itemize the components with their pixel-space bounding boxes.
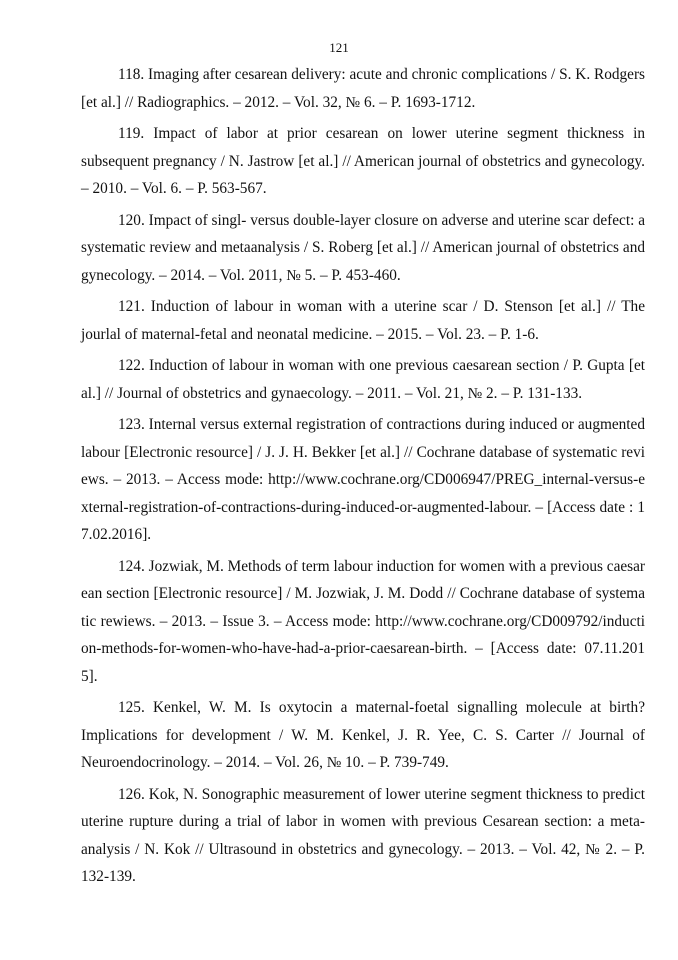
reference-list (81, 61, 645, 895)
reference-item: 119. Impact of labor at prior cesarean on lower uterine segment thickness in subsequent pregnancy / N. Jastrow [et al.] // American journal of obstetrics and gynecology. – 2010. – Vol. 6. – P. 563-567. (81, 125, 645, 197)
reference-item: 123. Internal versus external registration of contractions during induced or augmented labour [Electronic resource] / J. J. H. Bekker [et al.] // Cochrane database of systematic reviews. – 2013. – Access mode: http://www.cochrane.org/CD006947/PREG_internal-versus-external-registration-of-contractions-during-induced-or-augmented-labour. – [Access date : 17.02.2016]. (81, 416, 645, 543)
reference-item: 122. Induction of labour in woman with one previous caesarean section / P. Gupta [et al.] // Journal of obstetrics and gynaecology. – 2011. – Vol. 21, № 2. – P. 131-133. (81, 357, 645, 402)
reference-item: 118. Imaging after cesarean delivery: acute and chronic complications / S. K. Rodgers [et al.] // Radiographics. – 2012. – Vol. 32, № 6. – P. 1693-1712. (81, 66, 645, 111)
reference-item: 121. Induction of labour in woman with a uterine scar / D. Stenson [et al.] // The jourlal of maternal-fetal and neonatal medicine. – 2015. – Vol. 23. – P. 1-6. (81, 298, 645, 343)
reference-item: 124. Jozwiak, M. Methods of term labour induction for women with a previous caesarean section [Electronic resource] / M. Jozwiak, J. M. Dodd // Cochrane database of systematic rewiews. – 2013. – Issue 3. – Access mode: http://www.cochrane.org/CD009792/induction-methods-for-women-who-have-had-a-prior-caesarean-birth. – [Access date: 07.11.2015]. (81, 557, 645, 685)
reference-item: 125. Kenkel, W. M. Is oxytocin a maternal-foetal signalling molecule at birth? Implications for development / W. M. Kenkel, J. R. Yee, C. S. Carter // Journal of Neuroendocrinology. – 2014. – Vol. 26, № 10. – P. 739-749. (81, 699, 645, 771)
reference-item: 120. Impact of singl- versus double-layer closure on adverse and uterine scar defect: a systematic review and metaanalysis / S. Roberg [et al.] // American journal of obstetrics and gynecology. – 2014. – Vol. 2011, № 5. – P. 453-460. (81, 211, 645, 284)
page-number: 121 (329, 40, 349, 55)
reference-item: 126. Kok, N. Sonographic measurement of lower uterine segment thickness to predict uterine rupture during a trial of labor in women with previous Cesarean section: a meta-analysis / N. Kok // Ultrasound in obstetrics and gynecology. – 2013. – Vol. 42, № 2. – P. 132-139. (81, 785, 645, 885)
